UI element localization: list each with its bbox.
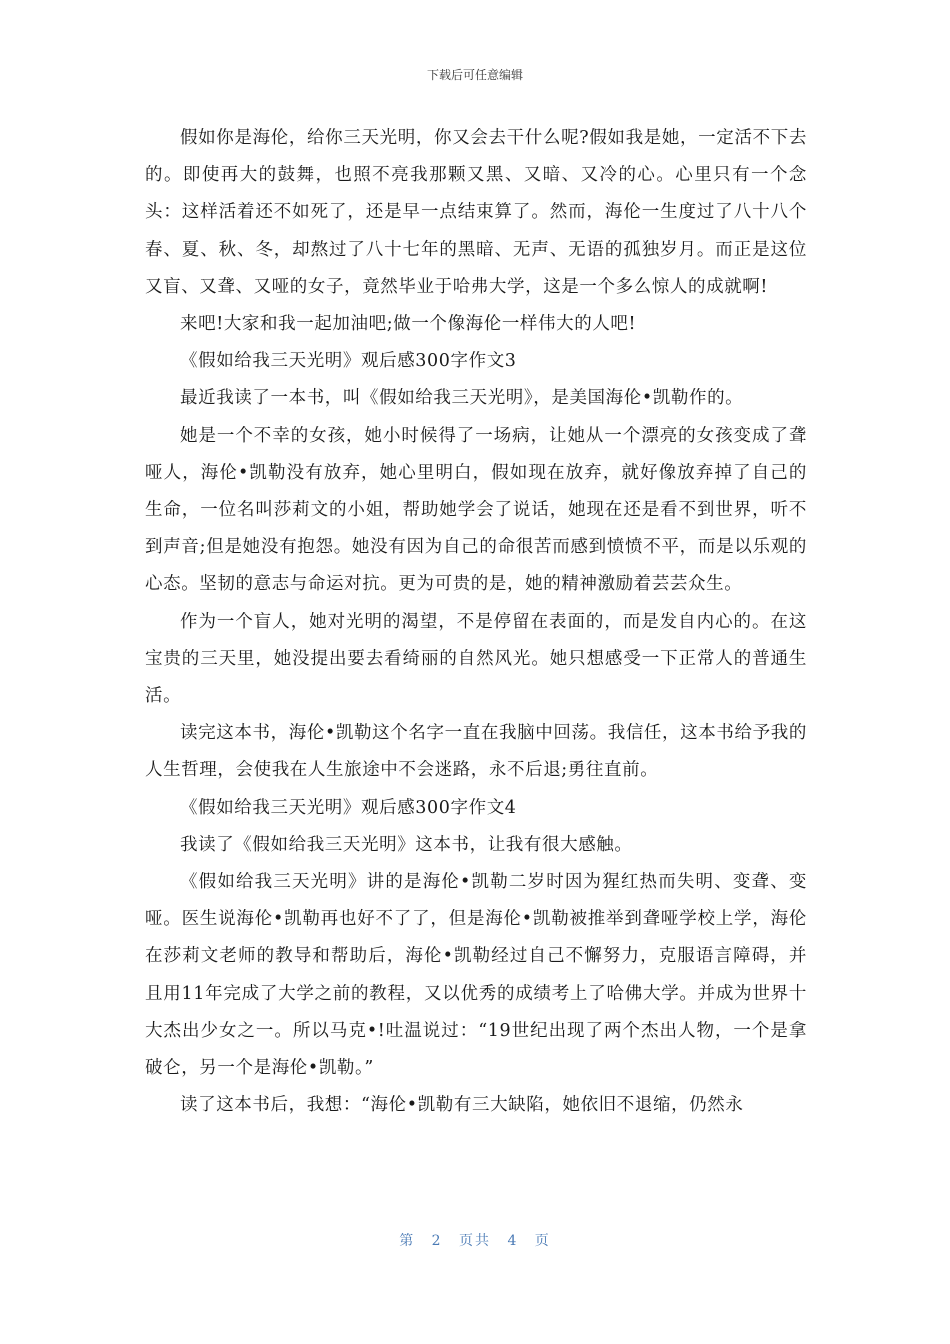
paragraph: 她是一个不幸的女孩，她小时候得了一场病，让她从一个漂亮的女孩变成了聋哑人，海伦•凯勒没有放弃，她心里明白，假如现在放弃，就好像放弃掉了自己的生命，一位名叫莎莉文的小姐，帮助她学会了说话，她现在还是看不到世界，听不到声音;但是她没有抱怨。她没有因为自己的命很苦而感到愤愤不平，而是以乐观的心态。坚韧的意志与命运对抗。更为可贵的是，她的精神激励着芸芸众生。 — [145, 425, 807, 595]
page-footer: 第 2 页共 4 页 — [399, 1233, 551, 1249]
document-body — [145, 120, 807, 1124]
section-title: 《假如给我三天光明》观后感300字作文4 — [180, 797, 517, 818]
paragraph: 假如你是海伦，给你三天光明，你又会去干什么呢?假如我是她，一定活不下去的。即使再大的鼓舞，也照不亮我那颗又黑、又暗、又冷的心。心里只有一个念头：这样活着还不如死了，还是早一点结束算了。然而，海伦一生度过了八十八个春、夏、秋、冬，却熬过了八十七年的黑暗、无声、无语的孤独岁月。而正是这位又盲、又聋、又哑的女子，竟然毕业于哈弗大学，这是一个多么惊人的成就啊! — [145, 128, 807, 297]
section-title: 《假如给我三天光明》观后感300字作文3 — [180, 351, 517, 372]
paragraph: 最近我读了一本书，叫《假如给我三天光明》，是美国海伦•凯勒作的。 — [180, 388, 744, 409]
paragraph: 我读了《假如给我三天光明》这本书，让我有很大感触。 — [180, 834, 633, 855]
paragraph: 读完这本书，海伦•凯勒这个名字一直在我脑中回荡。我信任，这本书给予我的人生哲理，会使我在人生旅途中不会迷路，永不后退;勇往直前。 — [145, 723, 807, 781]
page-header: 下载后可任意编辑 — [426, 68, 523, 82]
paragraph: 《假如给我三天光明》讲的是海伦•凯勒二岁时因为猩红热而失明、变聋、变哑。医生说海伦•凯勒再也好不了了，但是海伦•凯勒被推举到聋哑学校上学，海伦在莎莉文老师的教导和帮助后，海伦•凯勒经过自己不懈努力，克服语言障碍，并且用11年完成了大学之前的教程，又以优秀的成绩考上了哈佛大学。并成为世界十大杰出少女之一。所以马克•!吐温说过：“19世纪出现了两个杰出人物，一个是拿破仑，另一个是海伦•凯勒。” — [145, 872, 807, 1079]
paragraph: 读了这本书后，我想：“海伦•凯勒有三大缺陷，她依旧不退缩，仍然永 — [180, 1095, 744, 1116]
paragraph: 来吧!大家和我一起加油吧;做一个像海伦一样伟大的人吧! — [180, 314, 637, 335]
paragraph: 作为一个盲人，她对光明的渴望，不是停留在表面的，而是发自内心的。在这宝贵的三天里，她没提出要去看绮丽的自然风光。她只想感受一下正常人的普通生活。 — [145, 611, 807, 707]
